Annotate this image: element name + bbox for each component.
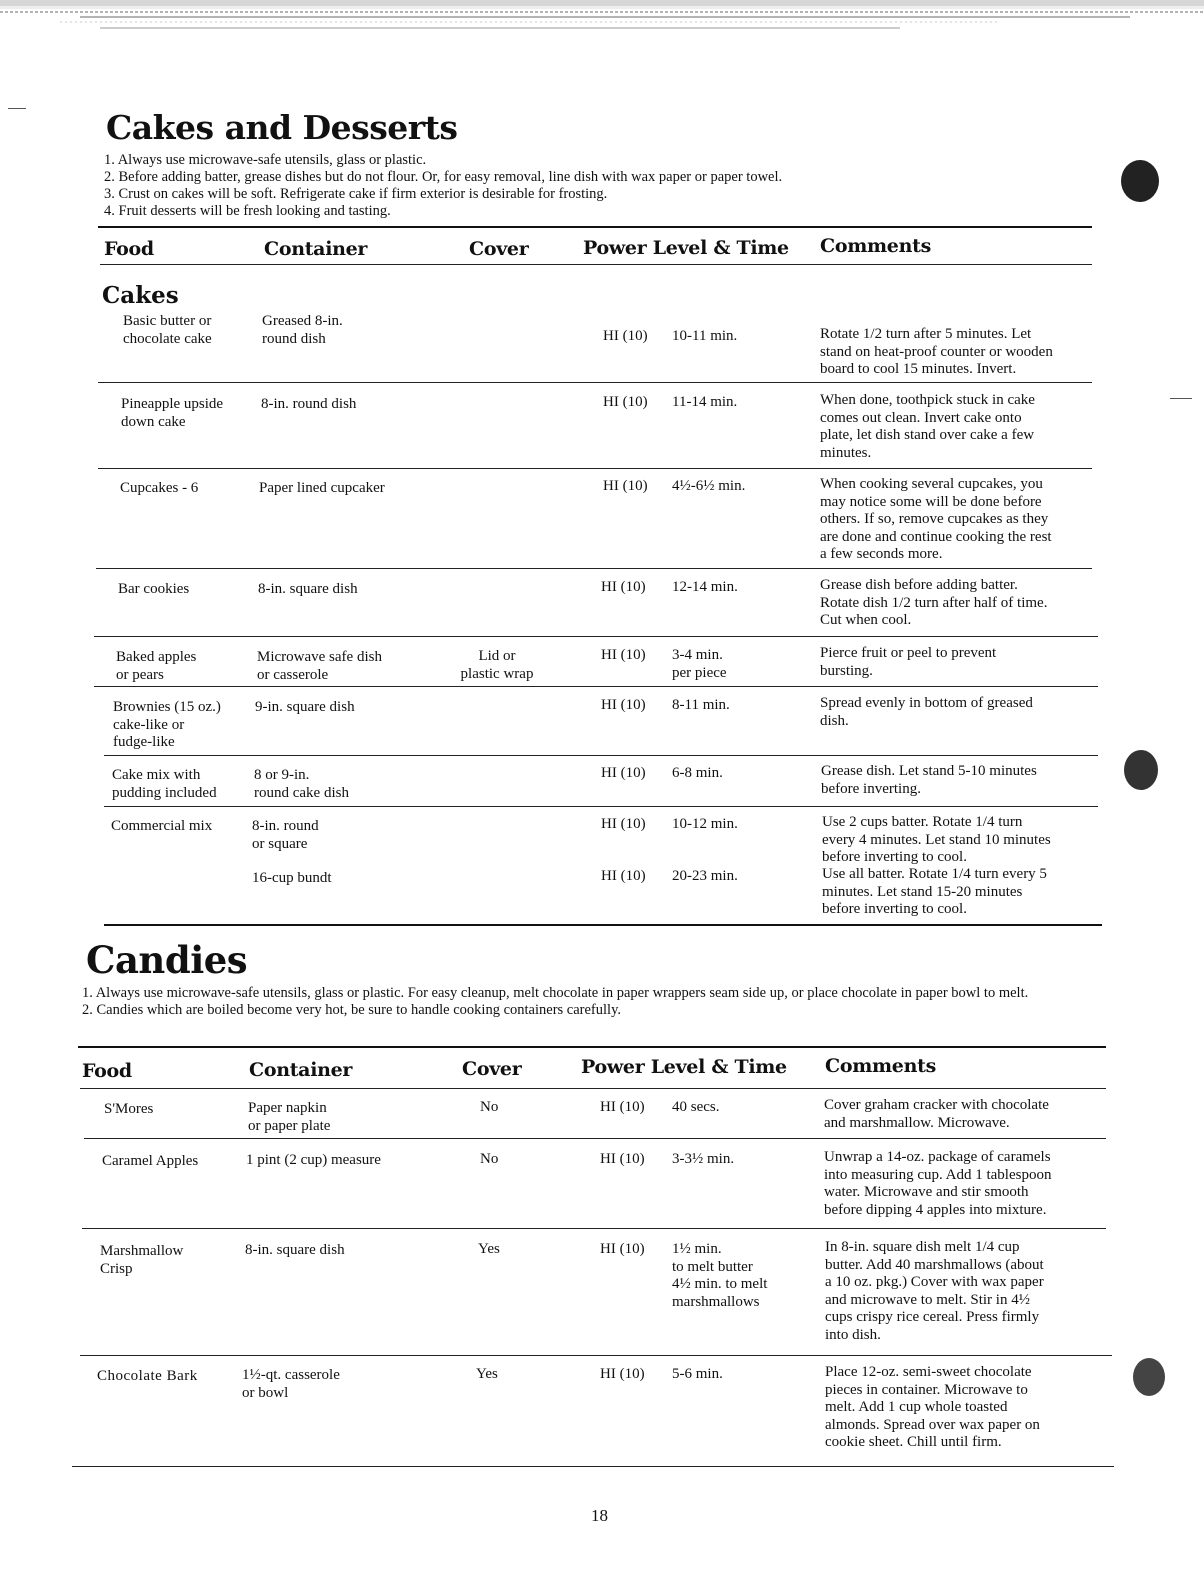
cakes-row-time: 4½-6½ min. bbox=[672, 478, 746, 494]
cakes-row-power: HI (10) bbox=[603, 328, 648, 344]
candies-row-cover: Yes bbox=[476, 1366, 498, 1382]
candies-row-rule bbox=[82, 1228, 1106, 1229]
cakes-notes bbox=[104, 152, 1104, 220]
candies-row-food: Chocolate Bark bbox=[97, 1368, 198, 1384]
cakes-row-container: 8-in. round or square bbox=[252, 818, 319, 852]
cakes-row-comments: Spread evenly in bottom of greased dish. bbox=[820, 695, 1033, 729]
cakes-row-rule bbox=[104, 806, 1098, 807]
cakes-row-rule bbox=[94, 636, 1098, 637]
binder-hole bbox=[1124, 750, 1158, 790]
cakes-row-container: 8-in. round dish bbox=[261, 396, 357, 412]
candies-row-container: 1½-qt. casserole or bowl bbox=[242, 1367, 340, 1401]
cakes-row-cover: Lid or plastic wrap bbox=[460, 648, 534, 682]
cakes-header-food: Food bbox=[104, 238, 154, 260]
cakes-row-comments: Use 2 cups batter. Rotate 1/4 turn every 4 minutes. Let stand 10 minutes before inverting to cool. bbox=[822, 814, 1051, 865]
cakes-row-food: Bar cookies bbox=[118, 581, 190, 597]
candies-row-container: Paper napkin or paper plate bbox=[248, 1100, 331, 1134]
cakes-row-container: 8-in. square dish bbox=[258, 581, 358, 597]
scan-artifact-top bbox=[0, 0, 1204, 34]
cakes-subheading: Cakes bbox=[102, 282, 179, 309]
cakes-header-comments: Comments bbox=[820, 235, 931, 257]
cakes-header-power: Power Level & Time bbox=[583, 237, 789, 259]
candies-header-rule bbox=[80, 1088, 1106, 1089]
candies-row-time: 40 secs. bbox=[672, 1099, 720, 1115]
cakes-row-time: 10-11 min. bbox=[672, 328, 738, 344]
cakes-table-top-rule bbox=[98, 226, 1092, 228]
cakes-row-comments: When cooking several cupcakes, you may notice some will be done before others. If so, remove cupcakes as they are done and continue cooking the rest a few seconds more. bbox=[820, 476, 1052, 562]
candies-row-container: 1 pint (2 cup) measure bbox=[246, 1152, 381, 1168]
cakes-row-rule bbox=[98, 382, 1092, 383]
cakes-row-container: Microwave safe dish or casserole bbox=[257, 649, 382, 683]
cakes-row-power: HI (10) bbox=[601, 868, 646, 884]
cakes-header-container: Container bbox=[264, 238, 368, 260]
cakes-row-container: 8 or 9-in. round cake dish bbox=[254, 767, 349, 801]
candies-header-cover: Cover bbox=[462, 1058, 522, 1080]
cakes-row-rule bbox=[96, 568, 1092, 569]
candies-row-rule bbox=[84, 1138, 1106, 1139]
candies-row-container: 8-in. square dish bbox=[245, 1242, 345, 1258]
candies-row-food: S'Mores bbox=[104, 1101, 154, 1117]
cakes-row-comments: When done, toothpick stuck in cake comes out clean. Invert cake onto plate, let dish stand over cake a few minutes. bbox=[820, 392, 1035, 461]
cakes-row-food: Baked apples or pears bbox=[116, 649, 197, 683]
candies-row-rule bbox=[80, 1355, 1112, 1356]
candies-row-comments: Unwrap a 14-oz. package of caramels into measuring cup. Add 1 tablespoon water. Microwave and stir smooth before dipping 4 apples into mixture. bbox=[824, 1149, 1052, 1218]
binder-hole bbox=[1121, 160, 1159, 202]
candies-header-container: Container bbox=[249, 1059, 353, 1081]
binder-hole bbox=[1133, 1358, 1165, 1396]
candies-row-power: HI (10) bbox=[600, 1366, 645, 1382]
candies-row-comments: In 8-in. square dish melt 1/4 cup butter. Add 40 marshmallows (about a 10 oz. pkg.) Cover with wax paper and microwave to melt. Stir in 4½ cups crispy rice cereal. Press firmly into dish. bbox=[825, 1239, 1044, 1343]
cakes-row-power: HI (10) bbox=[601, 647, 646, 663]
candies-row-comments: Cover graham cracker with chocolate and marshmallow. Microwave. bbox=[824, 1097, 1049, 1131]
cakes-row-food: Cake mix with pudding included bbox=[112, 767, 217, 801]
candies-row-time: 3-3½ min. bbox=[672, 1151, 735, 1167]
candies-header-food: Food bbox=[82, 1060, 132, 1082]
cakes-row-time: 20-23 min. bbox=[672, 868, 738, 884]
candies-row-time: 5-6 min. bbox=[672, 1366, 723, 1382]
candies-row-time: 1½ min. to melt butter 4½ min. to melt marshmallows bbox=[672, 1241, 768, 1310]
cakes-row-rule bbox=[94, 686, 1098, 687]
cakes-row-time: 11-14 min. bbox=[672, 394, 738, 410]
page-number: 18 bbox=[591, 1506, 608, 1525]
cakes-row-power: HI (10) bbox=[601, 816, 646, 832]
cakes-row-comments: Grease dish before adding batter. Rotate dish 1/2 turn after half of time. Cut when cool. bbox=[820, 577, 1048, 628]
candies-note: 2. Candies which are boiled become very hot, be sure to handle cooking containers carefully. bbox=[82, 1002, 621, 1018]
cakes-row-container: 16-cup bundt bbox=[252, 870, 332, 886]
cakes-row-power: HI (10) bbox=[601, 579, 646, 595]
cakes-row-time: 8-11 min. bbox=[672, 697, 730, 713]
cakes-row-power: HI (10) bbox=[601, 697, 646, 713]
candies-row-power: HI (10) bbox=[600, 1241, 645, 1257]
cakes-row-food: Commercial mix bbox=[111, 818, 213, 834]
candies-row-cover: No bbox=[480, 1099, 499, 1115]
margin-mark bbox=[1170, 398, 1192, 399]
candies-table-bottom-rule bbox=[72, 1466, 1114, 1467]
cakes-row-container: 9-in. square dish bbox=[255, 699, 355, 715]
candies-row-cover: Yes bbox=[478, 1241, 500, 1257]
cakes-row-time: 6-8 min. bbox=[672, 765, 723, 781]
candies-row-power: HI (10) bbox=[600, 1151, 645, 1167]
candies-header-comments: Comments bbox=[825, 1055, 936, 1077]
cakes-row-food: Pineapple upside down cake bbox=[121, 396, 224, 430]
cakes-note: 2. Before adding batter, grease dishes but do not flour. Or, for easy removal, line dish with wax paper or paper towel. bbox=[104, 169, 783, 185]
candies-section-title: Candies bbox=[86, 938, 248, 982]
cakes-row-rule bbox=[104, 755, 1098, 756]
cakes-note: 4. Fruit desserts will be fresh looking and tasting. bbox=[104, 203, 391, 219]
cakes-row-rule bbox=[98, 468, 1092, 469]
cakes-header-cover: Cover bbox=[469, 238, 529, 260]
cakes-section-title: Cakes and Desserts bbox=[106, 108, 458, 147]
candies-row-food: Marshmallow Crisp bbox=[100, 1243, 184, 1277]
cakes-row-comments: Grease dish. Let stand 5-10 minutes before inverting. bbox=[821, 763, 1037, 797]
cakes-row-container: Greased 8-in. round dish bbox=[262, 313, 343, 347]
candies-row-comments: Place 12-oz. semi-sweet chocolate pieces in container. Microwave to melt. Add 1 cup whole toasted almonds. Spread over wax paper on cookie sheet. Chill until firm. bbox=[825, 1364, 1040, 1450]
candies-header-power: Power Level & Time bbox=[581, 1056, 787, 1078]
cakes-row-container: Paper lined cupcaker bbox=[259, 480, 385, 496]
cakes-row-time: 10-12 min. bbox=[672, 816, 738, 832]
candies-notes bbox=[82, 985, 1112, 1019]
margin-mark bbox=[8, 108, 26, 109]
cakes-row-power: HI (10) bbox=[603, 478, 648, 494]
cakes-row-food: Cupcakes - 6 bbox=[120, 480, 199, 496]
cakes-row-power: HI (10) bbox=[603, 394, 648, 410]
cakes-row-time: 3-4 min. per piece bbox=[672, 647, 727, 681]
cakes-note: 3. Crust on cakes will be soft. Refrigerate cake if firm exterior is desirable for frosting. bbox=[104, 186, 608, 202]
cakes-row-comments: Pierce fruit or peel to prevent bursting. bbox=[820, 645, 997, 679]
candies-row-cover: No bbox=[480, 1151, 499, 1167]
cakes-table-bottom-rule bbox=[104, 924, 1102, 926]
cakes-row-power: HI (10) bbox=[601, 765, 646, 781]
cakes-row-food: Basic butter or chocolate cake bbox=[123, 313, 212, 347]
cakes-row-comments: Rotate 1/2 turn after 5 minutes. Let stand on heat-proof counter or wooden board to cool 15 minutes. Invert. bbox=[820, 326, 1053, 377]
cakes-note: 1. Always use microwave-safe utensils, glass or plastic. bbox=[104, 152, 427, 168]
candies-row-power: HI (10) bbox=[600, 1099, 645, 1115]
cakes-header-rule bbox=[100, 264, 1092, 265]
candies-table-top-rule bbox=[78, 1046, 1106, 1048]
candies-note: 1. Always use microwave-safe utensils, glass or plastic. For easy cleanup, melt chocolate in paper wrappers seam side up, or place chocolate in paper bowl to melt. bbox=[82, 985, 1029, 1001]
cakes-row-food: Brownies (15 oz.) cake-like or fudge-like bbox=[113, 699, 221, 750]
candies-row-food: Caramel Apples bbox=[102, 1153, 199, 1169]
cakes-row-comments: Use all batter. Rotate 1/4 turn every 5 minutes. Let stand 15-20 minutes before inverting to cool. bbox=[822, 866, 1047, 917]
cakes-row-time: 12-14 min. bbox=[672, 579, 738, 595]
